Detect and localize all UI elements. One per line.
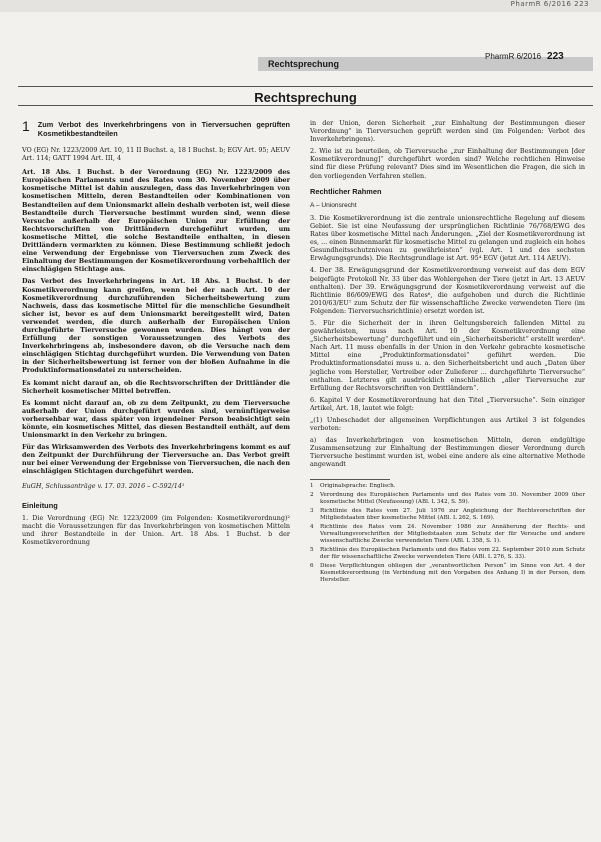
footnote-divider bbox=[310, 479, 390, 480]
headnote-paragraph: Art. 18 Abs. 1 Buchst. b der Verordnung (EG) Nr. 1223/2009 des Europäischen Parlaments und des Rates vom 30. November 2009 über kosmetische Mittel ist dahin auszulegen, dass das Inverkehrbringen von kosmetischen Mitteln, deren Bestandteilen oder Kombinationen von Bestandteilen auf dem Unionsmarkt allein deshalb verboten ist, weil diese Bestandteile durch Tierversuche bestimmt wurden sind, wenn diese Versuche außerhalb der Europäischen Union zur Erfüllung der Rechtsvorschriften von Drittländern durchgeführt wurden, um kosmetische Mittel, die solche Bestandteile enthalten, in diesen Drittländern vermarkten zu können. Diese Bestimmung schließt jedoch eine Verwendung der Ergebnisse von Tierversuchen zum Zweck des Einhaltung der Bestimmungen der Kosmetikverordnung vorbehaltlich der einschlägigen Stichtage aus. bbox=[22, 168, 290, 274]
running-header: PharmR 6/2016 223 bbox=[510, 0, 589, 8]
right-column bbox=[310, 119, 585, 586]
page-number: 223 bbox=[547, 51, 564, 62]
case-citation: EuGH, Schlussanträge v. 17. 03. 2016 – C-592/14¹ bbox=[22, 481, 185, 490]
einleitung-heading: Einleitung bbox=[22, 500, 58, 510]
body-paragraph: 3. Die Kosmetikverordnung ist die zentrale unionsrechtliche Regelung auf diesem Gebiet. Sie ist eine Neufassung der ursprünglichen Richtlinie 76/768/EWG des Rates über kosmetische Mittel nach Änderungen. „Ziel der Kosmetikverordnung ist es, ... einen Binnenmarkt für kosmetische Mittel zu gelangen und zugleich ein hohes Gesundheitsschutzniveau zu gewährleisten“ (vgl. Art. 1 und des sechsten Erwägungsgrunds). Die Rechtsgrundlage ist Art. 95⁴ EGV (jetzt Art. 114 AEUV). bbox=[310, 213, 585, 263]
headnote-paragraph: Es kommt nicht darauf an, ob die Rechtsvorschriften der Drittländer die Sicherheit kosmetischer Mittel betreffen. bbox=[22, 378, 290, 395]
headnote-paragraph: Für das Wirksamwerden des Verbots des Inverkehrbringens kommt es auf den Zeitpunkt der Durchführung der Tierversuche an. Das Verbot greift nur bei einer Verwendung der Ergebnisse von Tierversuchen, die nach den einschlägigen Stichtagen durchgeführt werden. bbox=[22, 443, 290, 476]
body-paragraph: 4. Der 38. Erwägungsgrund der Kosmetikverordnung verweist auf das dem EGV beigefügte Protokoll Nr. 33 über das Wohlergehen der Tiere (jetzt in Art. 13 AEUV enthalten). Der 39. Erwägungsgrund der Kosmetikverordnung verweist auf die Richtlinie 86/609/EWG des Rates⁶, die aufgehoben und durch die Richtlinie 2010/63/EU⁷ zum Schutz der für wissenschaftliche Zwecke verwendeten Tiere (im Folgenden: Tierversuchsrichtlinie) ersetzt worden ist. bbox=[310, 266, 585, 315]
unionsrecht-heading: A – Unionsrecht bbox=[310, 201, 357, 209]
body-paragraph: 6. Kapitel V der Kosmetikverordnung hat den Titel „Tierversuche“. Sein einziger Artikel, Art. 18, lautet wie folgt: bbox=[310, 395, 585, 412]
footnote: 5 Richtlinie des Europäischen Parlaments und des Rates vom 22. September 2010 zum Schutz der für wissenschaftliche Zwecke verwendeten Tiere (ABl. L 276, S. 33). bbox=[310, 546, 585, 560]
body-paragraph: a) das Inverkehrbringen von kosmetischen Mitteln, deren endgültige Zusammensetzung zur Einhaltung der Bestimmungen dieser Verordnung durch Tierversuche bestimmt wurden ist, wobei eine andere als eine alternative Methode angewandt bbox=[310, 436, 585, 469]
footnote: 2 Verordnung des Europäischen Parlaments und des Rates vom 30. November 2009 über kosmetische Mittel (Neufassung) (ABl. L 342, S. 59). bbox=[310, 491, 585, 505]
left-column bbox=[22, 120, 290, 550]
footnote: 3 Richtlinie des Rates vom 27. Juli 1976 zur Angleichung der Rechtsvorschriften der Mitgliedstaaten über kosmetische Mittel (ABl. L 262, S. 169). bbox=[310, 507, 585, 521]
body-paragraph: 2. Wie ist zu beurteilen, ob Tierversuche „zur Einhaltung der Bestimmungen [der Kosmetikverordnung]“ durchgeführt worden sind? Welche rechtlichen Hinweise sind für diese Prüfung relevant? Dies sind im Wesentlichen die Fragen, die sich in den vorliegenden Verfahren stellen. bbox=[310, 147, 585, 180]
footnote: 6 Diese Verpflichtungen obliegen der „verantwortlichen Person“ im Sinne von Art. 4 der Kosmetikverordnung (in Verbindung mit den Vorgaben des Anhang I) in der Person, dem Hersteller. bbox=[310, 562, 585, 583]
section-label: Rechtsprechung bbox=[268, 59, 340, 69]
journal-name: PharmR 6/2016 bbox=[485, 52, 542, 61]
page-title-box bbox=[18, 86, 593, 106]
rahmen-heading: Rechtlicher Rahmen bbox=[310, 186, 382, 196]
headnote-paragraph: Es kommt nicht darauf an, ob zu dem Zeitpunkt, zu dem Tierversuche außerhalb der Union durchgeführt wurden sind, vernünftigerweise vorhersehbar war, dass später von irgendeiner Person beabsichtigt sein könnte, ein kosmetisches Mittel, das diesen Bestandteil enthält, auf dem Unionsmarkt in den Verkehr zu bringen. bbox=[22, 398, 290, 440]
einleitung-paragraph: 1. Die Verordnung (EG) Nr. 1223/2009 (im Folgenden: Kosmetikverordnung)² macht die Voraussetzungen für das Inverkehrbringen von kosmetischen Mitteln und ihrer Bestandteile in der Union. Art. 18 Abs. 1 Buchst. b der Kosmetikverordnung bbox=[22, 513, 290, 547]
footnote: 1 Originalsprache: Englisch. bbox=[310, 482, 396, 489]
body-paragraph: 5. Für die Sicherheit der in ihren Geltungsbereich fallenden Mittel zu gewährleisten, muss nach Art. 10 der Kosmetikverordnung eine „Sicherheitsbewertung“ durchgeführt und ein „Sicherheitsbericht“ erstellt werden⁸. Nach Art. 11 muss ebenfalls in der Union in den Verkehr gebrachte kosmetische Mittel eine „Produktinformationsdatei“ geführt werden. Die Produktinformationsdatei muss u. a. den Sicherheitsbericht und auch „Daten über jegliche vom Hersteller, Vertreiber oder Zulieferer ... durchgeführte Tierversuche“ enthalten. Letzteres gilt ausdrücklich einschließlich „aller Tierversuche zur Erfüllung der Rechtsvorschriften von Drittländern“. bbox=[310, 318, 585, 392]
page-title: Rechtsprechung bbox=[254, 90, 357, 105]
case-title-text: Zum Verbot des Inverkehrbringens von in Tierversuchen geprüften Kosmetikbestandteilen bbox=[37, 120, 290, 138]
body-paragraph: „(1) Unbeschadet der allgemeinen Verpflichtungen aus Artikel 3 ist folgendes verboten: bbox=[310, 416, 585, 433]
case-title bbox=[22, 120, 290, 138]
footnote: 4 Richtlinie des Rates vom 24. November 1986 zur Annäherung der Rechts- und Verwaltungsvorschriften der Mitgliedstaaten zum Schutz der für Versuche und andere wissenschaftliche Zwecke verwendeten Tiere (ABl. L 358, S. 1). bbox=[310, 523, 585, 544]
body-paragraph: in der Union, deren Sicherheit „zur Einhaltung der Bestimmungen dieser Verordnung“ in Tierversuchen geprüft werden sind (im Folgenden: Verbot des Inverkehrbringens). bbox=[310, 119, 585, 144]
headnote-paragraph: Das Verbot des Inverkehrbringens in Art. 18 Abs. 1 Buchst. b der Kosmetikverordnung kann greifen, wenn bei der nach Art. 10 der Kosmetikverordnung durchzuführenden Sicherheitsbewertung zum Nachweis, dass das kosmetische Mittel für die menschliche Gesundheit sicher ist, bevor es auf dem Unionsmarkt bereitgestellt wird, Daten verwendet werden, die durch außerhalb der Europäischen Union durchgeführte Tierversuche gewonnen wurden. Dies hängt von der Erfüllung der sonstigen Voraussetzungen des Verbots des Inverkehrbringens ab, insbesondere davon, ob die Versuche nach dem einschlägigen Stichtag durchgeführt wurden. Die Verwendung von Daten in der Sicherheitsbewertung ist ferner von der bloßen Aufnahme in die Produktinformationsdatei zu unterscheiden. bbox=[22, 277, 290, 375]
legal-references: VO (EG) Nr. 1223/2009 Art. 10, 11 II Buchst. a, 18 I Buchst. b; EGV Art. 95; AEUV Art. 114; GATT 1994 Art. III, 4 bbox=[22, 146, 290, 163]
case-number: 1 bbox=[22, 118, 30, 134]
journal-info bbox=[485, 51, 564, 62]
